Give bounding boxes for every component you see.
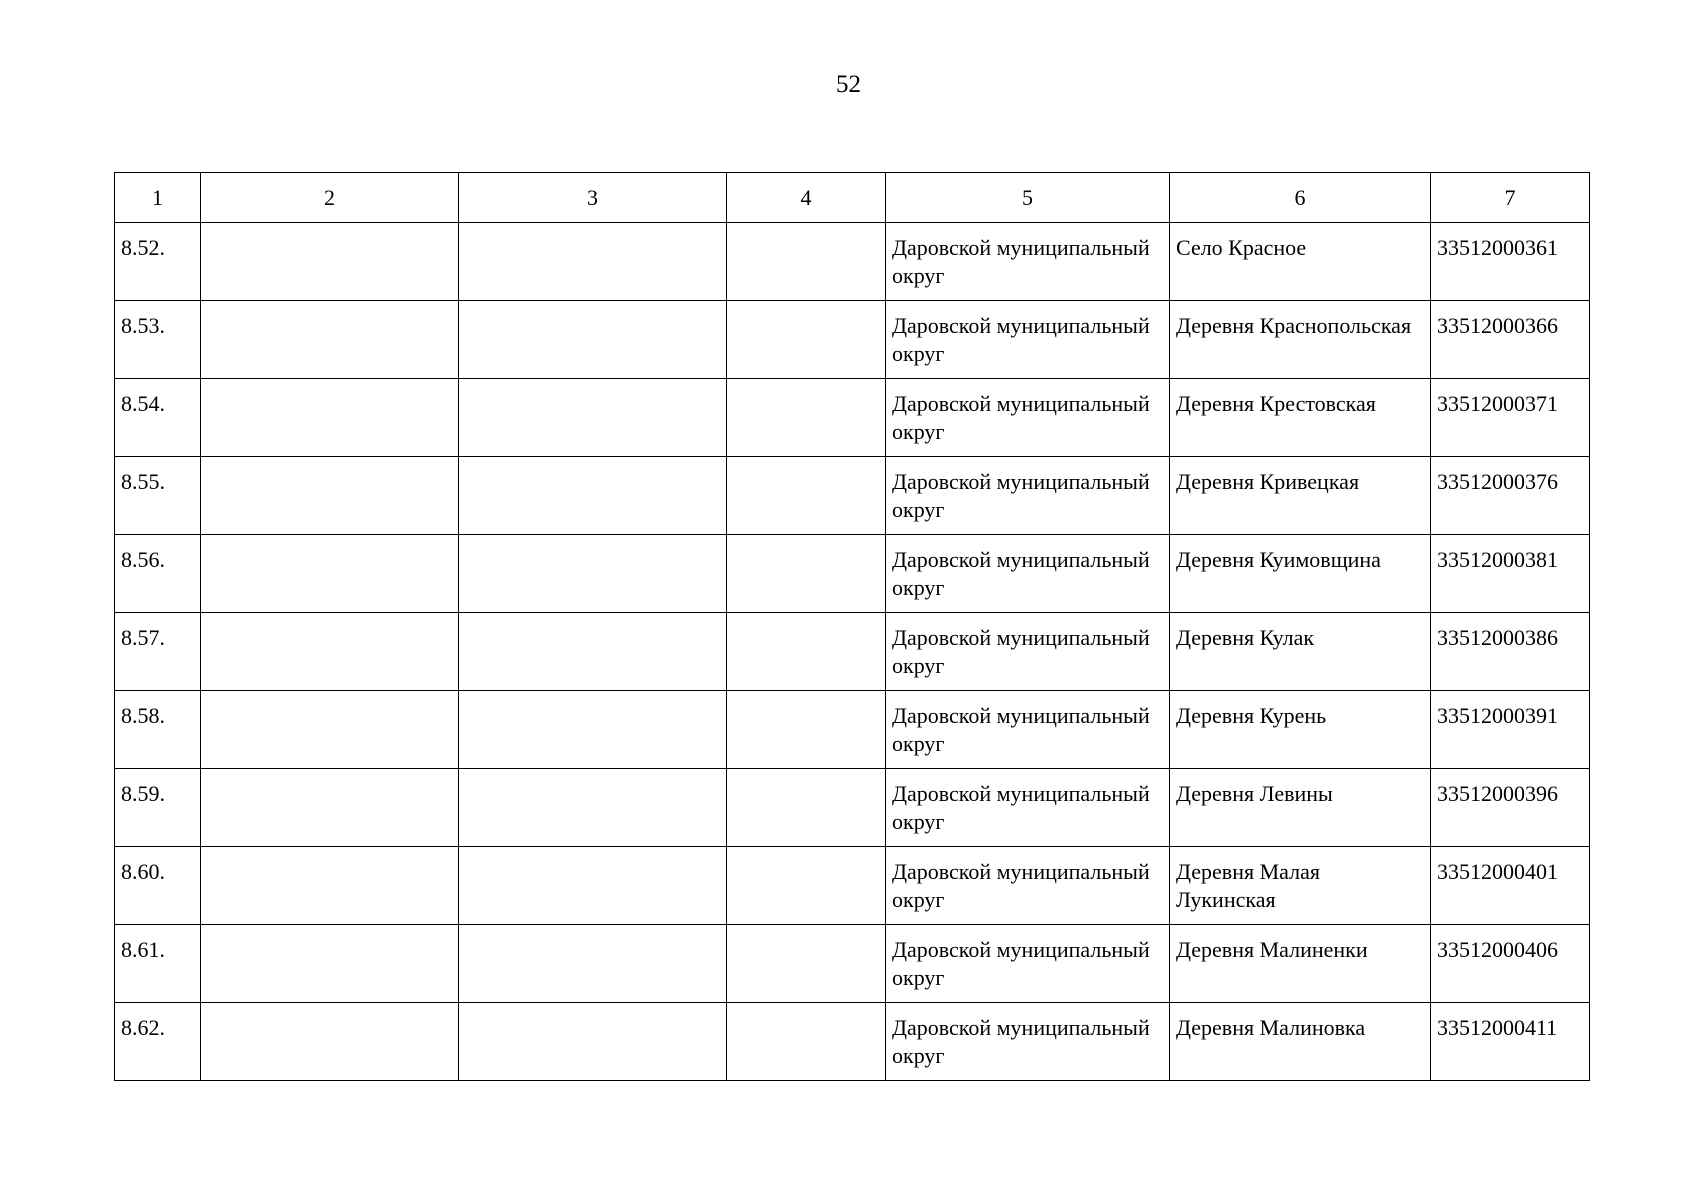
table-header <box>115 173 1590 223</box>
row-number-cell-text: 8.54. <box>121 391 165 416</box>
district-cell-text: Даровской муниципальный округ <box>892 1015 1150 1068</box>
table-row <box>115 457 1590 535</box>
column-header-5: 5 <box>886 173 1170 223</box>
column-header-1: 1 <box>115 173 201 223</box>
settlement-cell <box>1170 613 1431 691</box>
district-cell <box>886 1003 1170 1081</box>
column-header-7: 7 <box>1431 173 1590 223</box>
table-row <box>115 535 1590 613</box>
column-header-3: 3 <box>459 173 727 223</box>
settlement-cell <box>1170 769 1431 847</box>
district-cell <box>886 223 1170 301</box>
settlement-cell <box>1170 1003 1431 1081</box>
row-number-cell <box>115 847 201 925</box>
settlement-cell-text: Деревня Крестовская <box>1176 391 1376 416</box>
settlement-cell-text: Деревня Кривецкая <box>1176 469 1360 494</box>
column-4-cell <box>727 1003 886 1081</box>
column-4-cell <box>727 457 886 535</box>
oktmo-code-cell <box>1431 535 1590 613</box>
column-3-cell <box>459 223 727 301</box>
oktmo-code-cell <box>1431 301 1590 379</box>
settlement-cell-text: Деревня Малиненки <box>1176 937 1368 962</box>
district-cell-text: Даровской муниципальный округ <box>892 235 1150 288</box>
column-3-cell <box>459 925 727 1003</box>
oktmo-code-cell-text: 33512000411 <box>1437 1015 1558 1040</box>
district-cell <box>886 301 1170 379</box>
oktmo-code-cell-text: 33512000391 <box>1437 703 1558 728</box>
column-2-cell <box>201 847 459 925</box>
column-2-cell <box>201 379 459 457</box>
row-number-cell <box>115 223 201 301</box>
settlement-cell-text: Деревня Малая Лукинская <box>1176 859 1320 912</box>
column-4-cell <box>727 301 886 379</box>
settlement-cell <box>1170 847 1431 925</box>
oktmo-code-cell-text: 33512000366 <box>1437 313 1558 338</box>
oktmo-code-cell <box>1431 691 1590 769</box>
column-2-cell <box>201 223 459 301</box>
column-2-cell <box>201 535 459 613</box>
column-3-cell <box>459 769 727 847</box>
table-row <box>115 301 1590 379</box>
page-number: 52 <box>836 71 861 98</box>
column-4-cell <box>727 535 886 613</box>
settlement-cell <box>1170 925 1431 1003</box>
district-cell-text: Даровской муниципальный округ <box>892 937 1150 990</box>
settlement-cell-text: Деревня Краснопольская <box>1176 313 1412 338</box>
column-3-cell <box>459 1003 727 1081</box>
oktmo-code-cell <box>1431 379 1590 457</box>
settlement-cell-text: Деревня Курень <box>1176 703 1327 728</box>
column-header-6: 6 <box>1170 173 1431 223</box>
column-4-cell <box>727 223 886 301</box>
district-cell <box>886 457 1170 535</box>
settlement-cell <box>1170 379 1431 457</box>
table-row <box>115 223 1590 301</box>
district-cell-text: Даровской муниципальный округ <box>892 781 1150 834</box>
row-number-cell-text: 8.57. <box>121 625 165 650</box>
column-3-cell <box>459 535 727 613</box>
column-4-cell <box>727 691 886 769</box>
row-number-cell-text: 8.60. <box>121 859 165 884</box>
header-row <box>115 173 1590 223</box>
district-cell-text: Даровской муниципальный округ <box>892 391 1150 444</box>
settlement-cell-text: Село Красное <box>1176 235 1307 260</box>
district-cell <box>886 535 1170 613</box>
column-4-cell <box>727 613 886 691</box>
district-cell-text: Даровской муниципальный округ <box>892 703 1150 756</box>
row-number-cell <box>115 535 201 613</box>
oktmo-code-cell-text: 33512000376 <box>1437 469 1558 494</box>
column-2-cell <box>201 613 459 691</box>
row-number-cell <box>115 301 201 379</box>
column-3-cell <box>459 691 727 769</box>
oktmo-code-cell-text: 33512000361 <box>1437 235 1558 260</box>
row-number-cell-text: 8.62. <box>121 1015 165 1040</box>
oktmo-code-cell <box>1431 223 1590 301</box>
row-number-cell-text: 8.52. <box>121 235 165 260</box>
district-cell <box>886 379 1170 457</box>
column-header-2: 2 <box>201 173 459 223</box>
column-2-cell <box>201 457 459 535</box>
district-cell-text: Даровской муниципальный округ <box>892 547 1150 600</box>
oktmo-code-cell-text: 33512000396 <box>1437 781 1558 806</box>
column-2-cell <box>201 1003 459 1081</box>
district-cell <box>886 691 1170 769</box>
column-header-4: 4 <box>727 173 886 223</box>
oktmo-code-cell-text: 33512000386 <box>1437 625 1558 650</box>
row-number-cell <box>115 613 201 691</box>
column-3-cell <box>459 613 727 691</box>
row-number-cell <box>115 769 201 847</box>
settlement-cell-text: Деревня Левины <box>1176 781 1333 806</box>
settlement-cell <box>1170 691 1431 769</box>
row-number-cell <box>115 457 201 535</box>
settlement-cell-text: Деревня Кулак <box>1176 625 1315 650</box>
row-number-cell-text: 8.56. <box>121 547 165 572</box>
table-body <box>115 223 1590 1081</box>
district-cell <box>886 925 1170 1003</box>
oktmo-code-cell <box>1431 1003 1590 1081</box>
oktmo-code-cell-text: 33512000381 <box>1437 547 1558 572</box>
settlement-cell <box>1170 223 1431 301</box>
row-number-cell-text: 8.61. <box>121 937 165 962</box>
settlement-cell-text: Деревня Малиновка <box>1176 1015 1366 1040</box>
column-2-cell <box>201 925 459 1003</box>
settlement-cell <box>1170 301 1431 379</box>
column-2-cell <box>201 769 459 847</box>
oktmo-code-cell <box>1431 457 1590 535</box>
table-row <box>115 769 1590 847</box>
column-3-cell <box>459 847 727 925</box>
column-3-cell <box>459 457 727 535</box>
table-row <box>115 1003 1590 1081</box>
oktmo-code-cell-text: 33512000401 <box>1437 859 1558 884</box>
table-row <box>115 613 1590 691</box>
row-number-cell-text: 8.59. <box>121 781 165 806</box>
settlement-cell <box>1170 535 1431 613</box>
column-4-cell <box>727 925 886 1003</box>
column-4-cell <box>727 769 886 847</box>
row-number-cell <box>115 691 201 769</box>
row-number-cell-text: 8.53. <box>121 313 165 338</box>
column-2-cell <box>201 691 459 769</box>
settlement-cell <box>1170 457 1431 535</box>
column-2-cell <box>201 301 459 379</box>
table-row <box>115 691 1590 769</box>
row-number-cell-text: 8.55. <box>121 469 165 494</box>
oktmo-code-cell <box>1431 769 1590 847</box>
column-4-cell <box>727 379 886 457</box>
settlements-table <box>114 172 1590 1081</box>
column-4-cell <box>727 847 886 925</box>
oktmo-code-cell-text: 33512000406 <box>1437 937 1558 962</box>
oktmo-code-cell <box>1431 613 1590 691</box>
district-cell-text: Даровской муниципальный округ <box>892 859 1150 912</box>
row-number-cell-text: 8.58. <box>121 703 165 728</box>
table-row <box>115 925 1590 1003</box>
column-3-cell <box>459 301 727 379</box>
oktmo-code-cell <box>1431 925 1590 1003</box>
row-number-cell <box>115 925 201 1003</box>
column-3-cell <box>459 379 727 457</box>
oktmo-code-cell-text: 33512000371 <box>1437 391 1558 416</box>
row-number-cell <box>115 379 201 457</box>
district-cell <box>886 613 1170 691</box>
oktmo-code-cell <box>1431 847 1590 925</box>
row-number-cell <box>115 1003 201 1081</box>
table-row <box>115 379 1590 457</box>
district-cell <box>886 847 1170 925</box>
settlement-cell-text: Деревня Куимовщина <box>1176 547 1381 572</box>
table-row <box>115 847 1590 925</box>
district-cell-text: Даровской муниципальный округ <box>892 313 1150 366</box>
district-cell-text: Даровской муниципальный округ <box>892 625 1150 678</box>
district-cell <box>886 769 1170 847</box>
district-cell-text: Даровской муниципальный округ <box>892 469 1150 522</box>
